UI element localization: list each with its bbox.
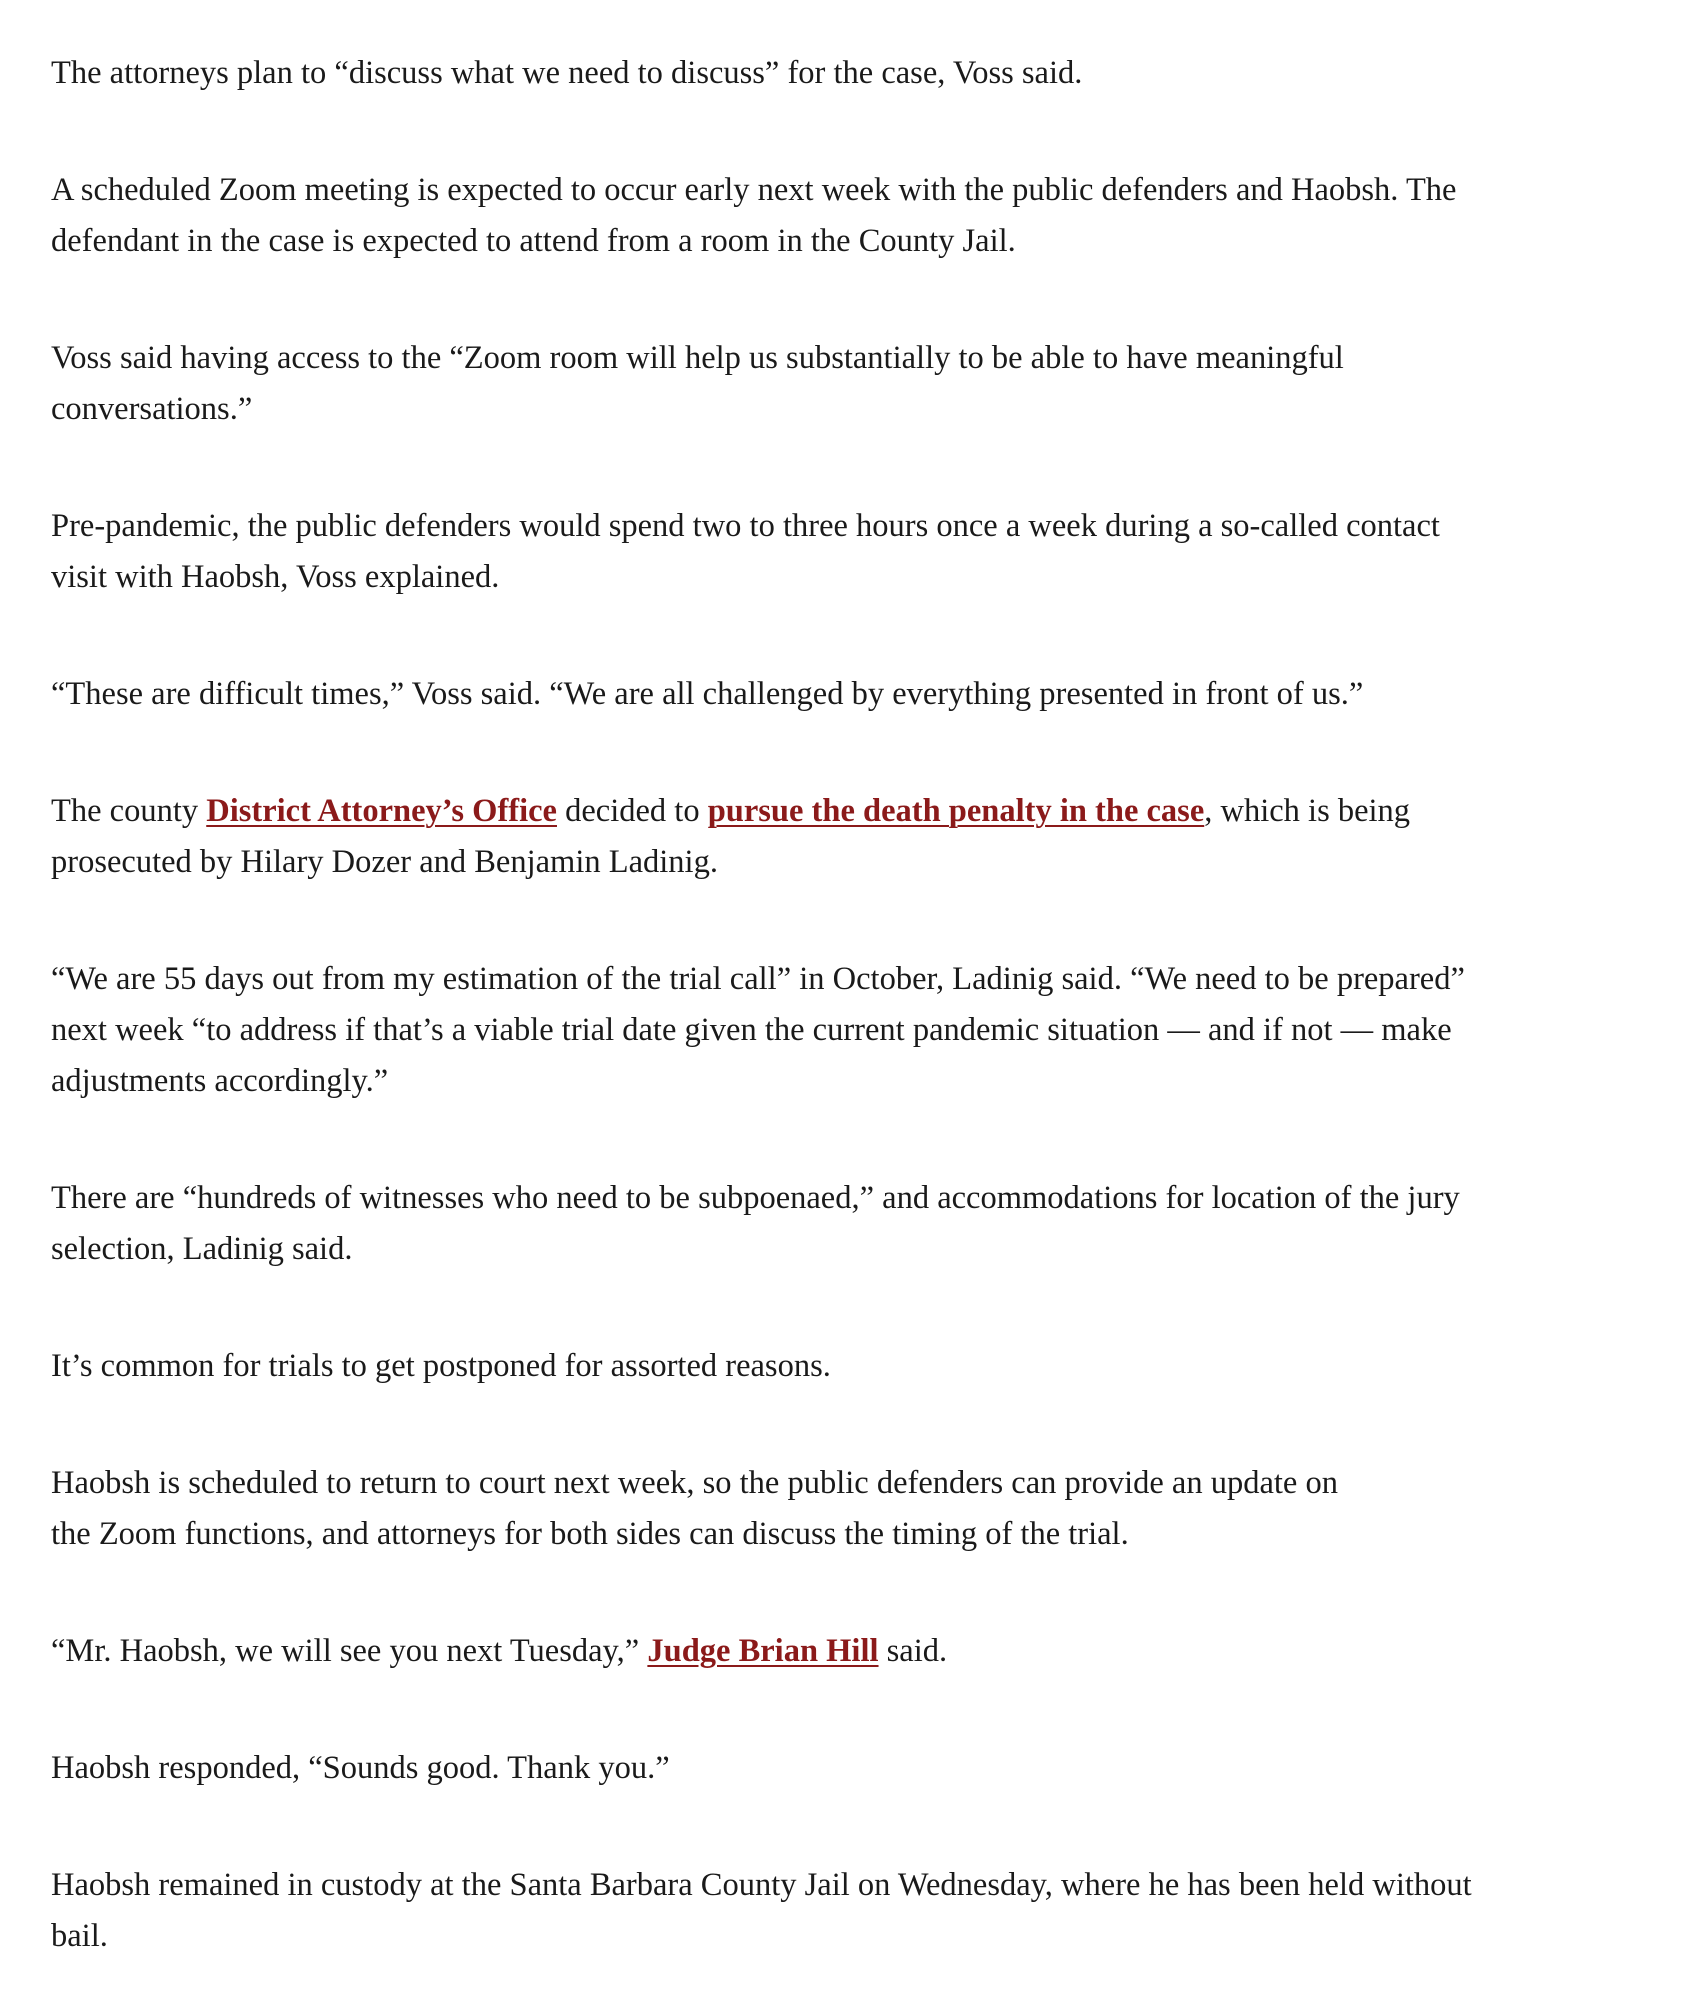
- paragraph-line: selection, Ladinig said.: [51, 1231, 353, 1267]
- paragraph-10: [51, 1458, 1651, 1560]
- paragraph-line: “We are 55 days out from my estimation of the trial call” in October, Ladinig said. “We need to be prepared”: [51, 961, 1465, 997]
- paragraph-line: A scheduled Zoom meeting is expected to occur early next week with the public defenders and Haobsh. The: [51, 172, 1457, 208]
- paragraph-line: bail.: [51, 1918, 108, 1954]
- paragraph-4: [51, 501, 1651, 603]
- paragraph-line: Pre-pandemic, the public defenders would spend two to three hours once a week during a so-called contact: [51, 508, 1440, 544]
- paragraph-12: [51, 1743, 1651, 1794]
- paragraph-line: the Zoom functions, and attorneys for both sides can discuss the timing of the trial.: [51, 1516, 1129, 1552]
- paragraph-line: It’s common for trials to get postponed for assorted reasons.: [51, 1348, 831, 1384]
- paragraph-line: visit with Haobsh, Voss explained.: [51, 559, 500, 595]
- paragraph-7: [51, 954, 1651, 1107]
- paragraph-5: [51, 669, 1651, 720]
- paragraph-line: Haobsh remained in custody at the Santa Barbara County Jail on Wednesday, where he has been held without: [51, 1867, 1472, 1903]
- paragraph-11: [51, 1626, 1651, 1677]
- paragraph-line: [51, 786, 1651, 837]
- paragraph-line: Voss said having access to the “Zoom room will help us substantially to be able to have meaningful: [51, 340, 1344, 376]
- district-attorney-link[interactable]: District Attorney’s Office: [206, 793, 557, 829]
- judge-brian-hill-link[interactable]: Judge Brian Hill: [647, 1633, 879, 1669]
- paragraph-8: [51, 1173, 1651, 1275]
- paragraph-1: [51, 48, 1651, 99]
- text-segment: “Mr. Haobsh, we will see you next Tuesday,”: [51, 1633, 648, 1669]
- paragraph-line: Haobsh responded, “Sounds good. Thank you.”: [51, 1750, 670, 1786]
- text-segment: said.: [878, 1633, 948, 1669]
- paragraph-line: [51, 1626, 1651, 1677]
- paragraph-line: conversations.”: [51, 391, 253, 427]
- paragraph-line: There are “hundreds of witnesses who need to be subpoenaed,” and accommodations for location of the jury: [51, 1180, 1460, 1216]
- paragraph-9: [51, 1341, 1651, 1392]
- paragraph-line: “These are difficult times,” Voss said. “We are all challenged by everything presented in front of us.”: [51, 676, 1364, 712]
- paragraph-line: The attorneys plan to “discuss what we need to discuss” for the case, Voss said.: [51, 55, 1083, 91]
- text-segment: , which is being: [1204, 793, 1411, 829]
- paragraph-line: Haobsh is scheduled to return to court next week, so the public defenders can provide an update on: [51, 1465, 1338, 1501]
- paragraph-line: prosecuted by Hilary Dozer and Benjamin Ladinig.: [51, 844, 718, 880]
- paragraph-line: defendant in the case is expected to attend from a room in the County Jail.: [51, 223, 1016, 259]
- paragraph-line: next week “to address if that’s a viable trial date given the current pandemic situation — and if not — make: [51, 1012, 1452, 1048]
- paragraph-3: [51, 333, 1651, 435]
- text-segment: decided to: [556, 793, 708, 829]
- article-body: [51, 48, 1651, 1962]
- paragraph-line: adjustments accordingly.”: [51, 1063, 389, 1099]
- death-penalty-link[interactable]: pursue the death penalty in the case: [707, 793, 1205, 829]
- paragraph-13: [51, 1860, 1651, 1962]
- paragraph-6: [51, 786, 1651, 888]
- paragraph-2: [51, 165, 1651, 267]
- text-segment: The county: [51, 793, 207, 829]
